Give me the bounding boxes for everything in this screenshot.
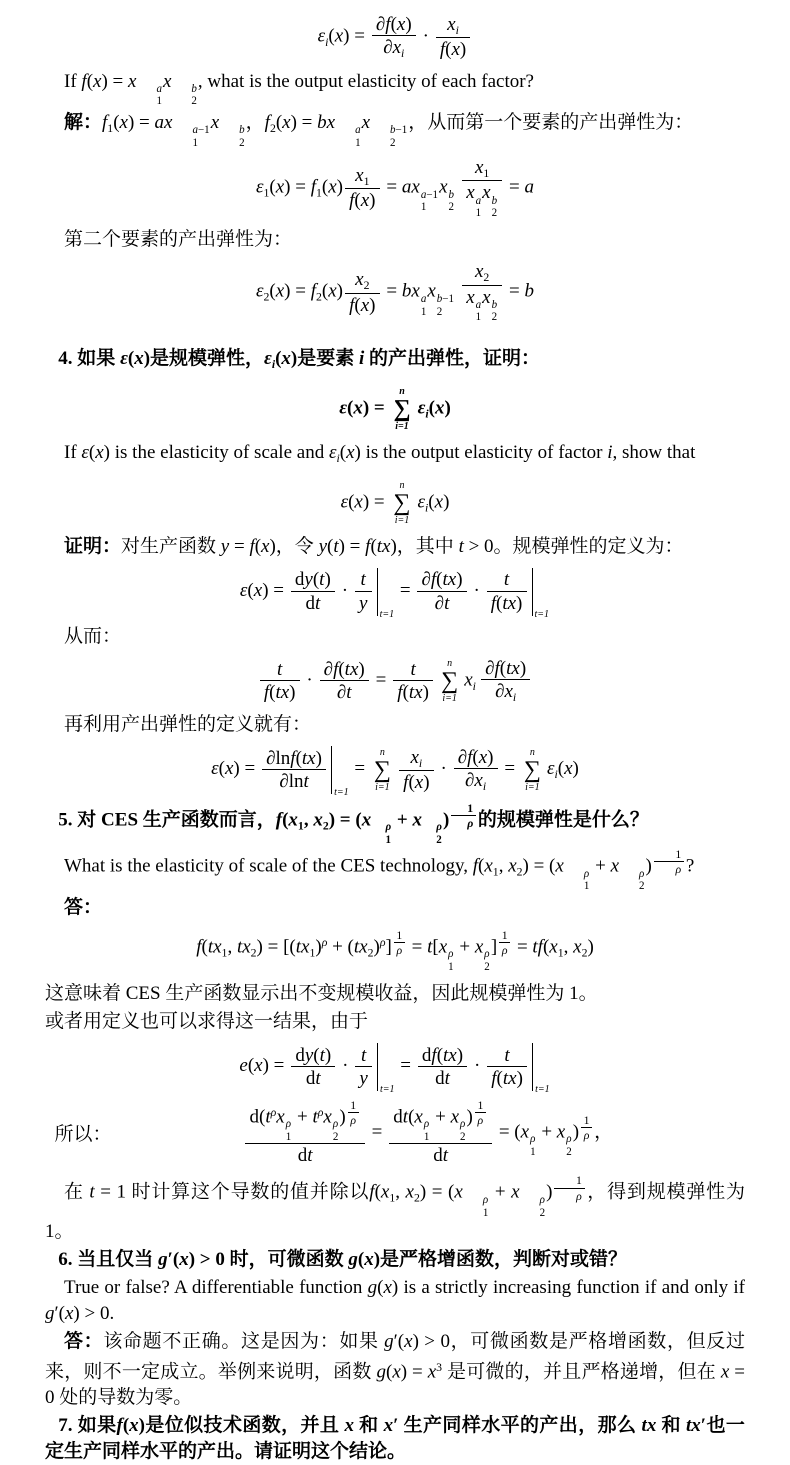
formula-chain-rule: $\frac{t}{f(tx)}$ · $\frac{\partial f(tx)}{\partial t}$ = $\frac{t}{f(tx)}$ n ∑ i=1 $x_i$ $\frac{\partial f(tx)}{\partial x_i}$ — [45, 658, 745, 705]
heading-question-4: 4. 如果 ε(x)是规模弹性，$\varepsilon_i(x)$是要素 i 的产出弹性，证明： — [58, 347, 541, 371]
para-alternative-definition: 或者用定义也可以求得这一结果，由于 — [45, 1011, 369, 1033]
formula-ces-scaling: $f(tx_1$, $tx_2) = [(tx_1)^\rho + (tx_2)^\rho]$ $^{\frac{1}{\rho}}$ = t[x ρ 1 + x ρ 2 ] $^{\frac{1}{\rho}}$ = $tf(x_1$, $x_2$) — [196, 928, 594, 973]
label-suoyi: 所以： — [54, 1124, 112, 1145]
formula-derivative: $d(t^\rho x$ ρ 1 + $t^\rho x$ ρ 2 ) $^{\frac{1}{\rho}}$ dt = dt(x ρ 1 + x ρ 2 ) $^{\frac{1}{\rho}}$ dt = (x ρ 1 + x ρ 2 ) $^{\frac{1}{\rho}}$ ， — [112, 1099, 745, 1167]
formula-scale-sum: ε(x) = n ∑ i=1 $\varepsilon_i(x)$ — [340, 480, 450, 526]
row-suoyi-derivative — [45, 1099, 745, 1167]
para-question-4-english: If ε(x) is the elasticity of scale and $\varepsilon_i(x)$ is the output elasticity of factor i, show that — [64, 441, 696, 465]
formula-epsilon-2: $\varepsilon_2(x) = f_2(x)$ $\frac{x_2}{f(x)}$ = bx a 1 x b−1 2 $x_2$ x a 1 x b 2 = b — [255, 261, 534, 324]
formula-e-definition: e(x) = $\frac{dy(t)}{dt}$ · $\frac{t}{y}$ t=1 = $\frac{df(tx)}{dt}$ · $\frac{t}{f(tx)}$ t=1 — [239, 1044, 550, 1095]
formula-output-elasticity-definition: $\varepsilon_i(x)$ = $\frac{\partial f(x)}{\partial x_i}$ · $\frac{x_i}{f(x)}$ — [45, 14, 745, 61]
para-solution-first-factor: 解：$f_1(x)$ = ax a−1 1 x b 2 ，$f_2(x)$ = bx a 1 x b−1 2 ，从而第一个要素的产出弹性为： — [64, 111, 694, 149]
heading-question-7: 7. 如果f(x)是位似技术函数，并且 x 和 x′ 生产同样水平的产出，那么 tx 和 tx′也一定生产同样水平的产出。请证明这个结论。 — [45, 1415, 745, 1463]
para-question-6-answer: 答：该命题不正确。这是因为：如果 g′(x) > 0，可微函数是严格增函数，但反过来，则不一定成立。举例来说明，函数 $g(x) = x^3$ 是可微的，并且严格递增，但在 x = 0 处的导数为零。 — [45, 1330, 745, 1409]
para-evaluate-t1: 在 t = 1 时计算这个导数的值并除以$f(x_1$, $x_2) = (x$ ρ 1 + x ρ 2 ) $^{\frac{1}{\rho}}$ ，得到规模弹性为 1。 — [45, 1174, 745, 1242]
para-second-factor: 第二个要素的产出弹性为： — [64, 229, 293, 251]
para-proof-setup: 证明：对生产函数 y = f(x)，令 y(t) = f(tx)，其中 t > 0。规模弹性的定义为： — [64, 536, 684, 557]
para-output-elasticity-definition: 再利用产出弹性的定义就有： — [64, 714, 312, 736]
para-cobb-douglas-question: If f(x) = x a 1 x b 2 , what is the output elasticity of each factor? — [64, 70, 534, 108]
para-thus: 从而： — [64, 625, 122, 647]
heading-question-6: 6. 当且仅当 g′(x) > 0 时，可微函数 g(x)是严格增函数，判断对或错？ — [58, 1248, 628, 1270]
para-ces-constant-returns: 这意味着 CES 生产函数显示出不变规模收益，因此规模弹性为 1。 — [45, 983, 598, 1005]
para-question-5-english: What is the elasticity of scale of the CES technology, $f(x_1$, $x_2) = (x$ ρ 1 + x ρ 2 ) $^{\frac{1}{\rho}}$ ? — [64, 848, 695, 893]
formula-scale-definition: ε(x) = $\frac{dy(t)}{dt}$ · $\frac{t}{y}$ t=1 = $\frac{\partial f(tx)}{\partial t}$ · $\frac{t}{f(tx)}$ t=1 — [239, 569, 550, 620]
para-question-6-english: True or false? A differentiable function g(x) is a strictly increasing function if and only if g′(x) > 0. — [45, 1276, 745, 1324]
answer-label-q5: 答： — [64, 896, 103, 918]
formula-scale-equals-sum: ε(x) = $\frac{\partial\ln f(tx)}{\partial\ln t}$ t=1 = n ∑ i=1 $\frac{x_i}{f(x)}$ · $\frac{\partial f(x)}{\partial x_i}$ = n ∑ i=1 $\varepsilon_i(x)$ — [211, 746, 579, 798]
formula-epsilon-1: $\varepsilon_1(x) = f_1(x)$ $\frac{x_1}{f(x)}$ = ax a−1 1 x b 2 $x_1$ x a 1 x b 2 = a — [255, 156, 534, 219]
formula-scale-sum-bold: ε(x) = n ∑ i=1 $\varepsilon_i(x)$ — [339, 385, 451, 432]
heading-question-5: 5. 对 CES 生产函数而言，$f(x_1$, $x_2) = (x$ ρ 1 + x ρ 2 ) $^{\frac{1}{\rho}}$ 的规模弹性是什么？ — [58, 801, 649, 846]
